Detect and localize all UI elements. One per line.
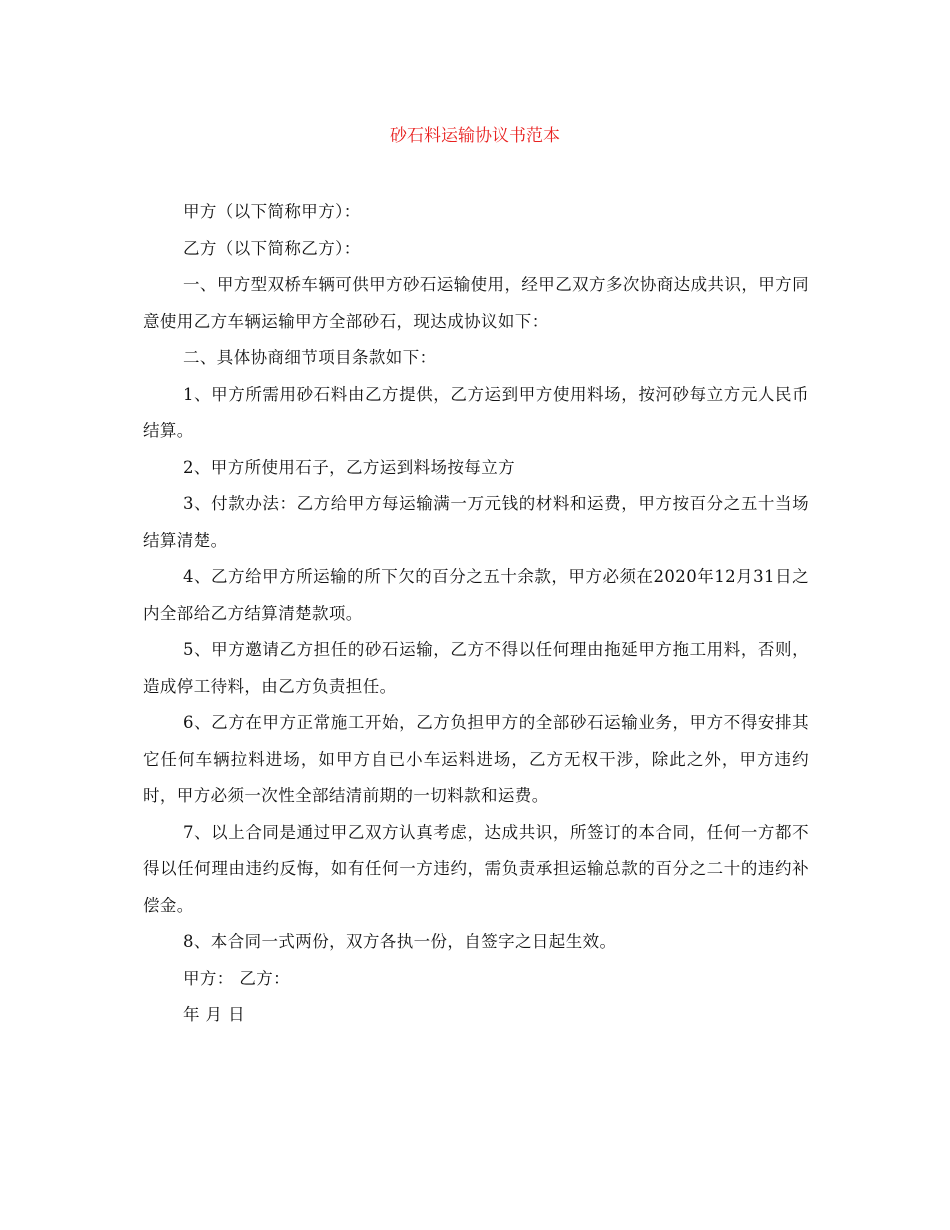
term-4-balance: 4、乙方给甲方所运输的所下欠的百分之五十余款，甲方必须在2020年12月31日之内全部给乙方结算清楚款项。 bbox=[143, 567, 809, 623]
term-6-exclusive: 6、乙方在甲方正常施工开始，乙方负担甲方的全部砂石运输业务，甲方不得安排其它任何车辆拉料进场，如甲方自已小车运料进场，乙方无权干涉，除此之外，甲方违约时，甲方必须一次性全部结清前期的一切料款和运费。 bbox=[143, 713, 809, 805]
term-3-payment: 3、付款办法：乙方给甲方每运输满一万元钱的材料和运费，甲方按百分之五十当场结算清楚。 bbox=[143, 494, 809, 550]
term-7-breach: 7、以上合同是通过甲乙双方认真考虑，达成共识，所签订的本合同，任何一方都不得以任何理由违约反悔，如有任何一方违约，需负责承担运输总款的百分之二十的违约补偿金。 bbox=[143, 822, 809, 915]
signature-line: 甲方： 乙方： bbox=[183, 968, 291, 988]
term-1: 1、甲方所需用砂石料由乙方提供，乙方运到甲方使用料场，按河砂每立方元人民币结算。 bbox=[143, 384, 809, 440]
term-5-delay: 5、甲方邀请乙方担任的砂石运输，乙方不得以任何理由拖延甲方拖工用料，否则，造成停工待料，由乙方负责担任。 bbox=[143, 640, 809, 696]
date-line: 年 月 日 bbox=[183, 1005, 245, 1024]
document-title: 砂石料运输协议书范本 bbox=[390, 126, 560, 146]
party-a-line: 甲方（以下简称甲方）： bbox=[183, 202, 361, 221]
party-b-line: 乙方（以下简称乙方）： bbox=[183, 238, 361, 258]
clause-2-heading: 二、具体协商细节项目条款如下： bbox=[183, 348, 437, 367]
document-body bbox=[143, 194, 809, 1034]
term-8-effective: 8、本合同一式两份，双方各执一份，自签字之日起生效。 bbox=[183, 932, 617, 951]
clause-1-intro: 一、甲方型双桥车辆可供甲方砂石运输使用，经甲乙双方多次协商达成共识，甲方同意使用乙方车辆运输甲方全部砂石，现达成协议如下： bbox=[143, 275, 809, 331]
term-2: 2、甲方所使用石子，乙方运到料场按每立方 bbox=[183, 457, 515, 477]
